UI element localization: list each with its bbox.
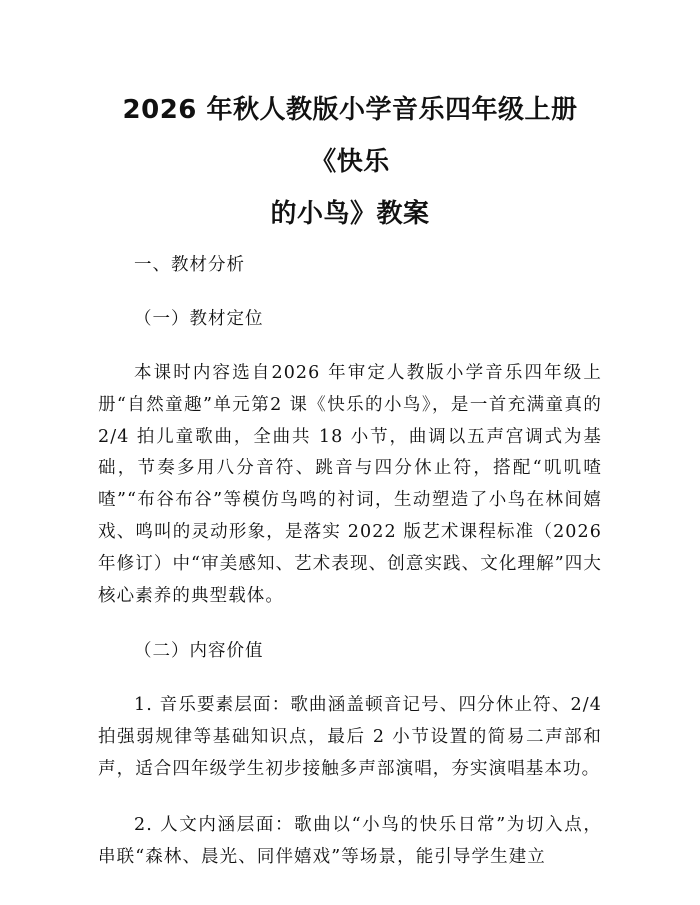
list-item-humanistic-connotation: 2. 人文内涵层面：歌曲以“小鸟的快乐日常”为切入点，串联“森林、晨光、同伴嬉戏”等场景，能引导学生建立 [98, 814, 602, 867]
title-line-1: 2026 年秋人教版小学音乐四年级上册《快乐 [122, 95, 578, 177]
document-body [98, 250, 602, 873]
paragraph-positioning: 本课时内容选自2026 年审定人教版小学音乐四年级上册“自然童趣”单元第2 课《快乐的小鸟》，是一首充满童真的2/4 拍儿童歌曲，全曲共 18 小节，曲调以五声宫调式为基础，节奏多用八分音符、跳音与四分休止符，搭配“叽叽喳喳”“布谷布谷”等模仿鸟鸣的衬词，生动塑造了小鸟在林间嬉戏、鸣叫的灵动形象，是落实 2022 版艺术课程标准（2026 年修订）中“审美感知、艺术表现、创意实践、文化理解”四大核心素养的典型载体。 [98, 363, 602, 606]
title-line-2: 的小鸟》教案 [270, 199, 430, 229]
list-item-music-elements: 1. 音乐要素层面：歌曲涵盖顿音记号、四分休止符、2/4 拍强弱规律等基础知识点，最后 2 小节设置的简易二声部和声，适合四年级学生初步接触多声部演唱，夯实演唱基本功。 [98, 695, 602, 779]
subsection-heading-content-value: （二）内容价值 [134, 641, 264, 662]
section-heading-textbook-analysis: 一、教材分析 [134, 255, 245, 275]
subsection-heading-positioning: （一）教材定位 [134, 309, 264, 329]
document-title [98, 0, 602, 240]
